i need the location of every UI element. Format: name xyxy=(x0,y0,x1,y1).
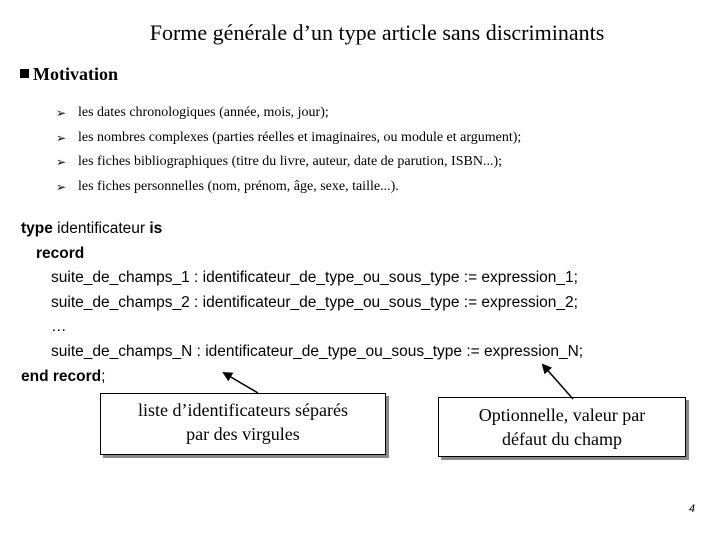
type-identifier: identificateur xyxy=(52,220,150,237)
arrow-bullet-icon: ➢ xyxy=(56,179,67,194)
code-line-field-2: suite_de_champs_2 : identificateur_de_type_ou_sous_type := expression_2; xyxy=(51,293,578,311)
list-item-text: les fiches personnelles (nom, prénom, âge, sexe, taille...). xyxy=(78,178,399,194)
list-item-text: les nombres complexes (parties réelles et imaginaires, ou module et argument); xyxy=(78,129,522,145)
list-item-text: les dates chronologiques (année, mois, jour); xyxy=(78,105,329,121)
arrow-bullet-icon: ➢ xyxy=(56,130,67,145)
callout-right-line-1: Optionnelle, valeur par xyxy=(478,405,646,425)
arrow-bullet-icon: ➢ xyxy=(56,155,67,170)
callout-left-line-1: liste d’identificateurs séparés xyxy=(138,400,348,420)
code-line-field-1: suite_de_champs_1 : identificateur_de_type_ou_sous_type := expression_1; xyxy=(51,269,578,287)
arrow-to-field-list xyxy=(224,373,258,393)
keyword-is: is xyxy=(149,220,163,237)
end-semicolon: ; xyxy=(101,367,106,385)
list-item-text: les fiches bibliographiques (titre du livre, auteur, date de parution, ISBN...); xyxy=(78,154,502,170)
page-number: 4 xyxy=(688,503,695,515)
callout-left-line-2: par des virgules xyxy=(186,424,300,444)
arrow-to-expression xyxy=(543,365,573,399)
slide-title: Forme générale d’un type article sans discriminants xyxy=(149,20,605,45)
code-line-ellipsis: … xyxy=(51,318,67,336)
code-line-field-n: suite_de_champs_N : identificateur_de_type_ou_sous_type := expression_N; xyxy=(51,342,584,360)
callout-right-line-2: défaut du champ xyxy=(502,429,622,449)
keyword-end-record: end record xyxy=(21,367,102,385)
keyword-record: record xyxy=(36,244,85,262)
section-heading-label: Motivation xyxy=(33,64,118,84)
keyword-type: type xyxy=(21,220,53,237)
arrow-bullet-icon: ➢ xyxy=(56,106,67,121)
